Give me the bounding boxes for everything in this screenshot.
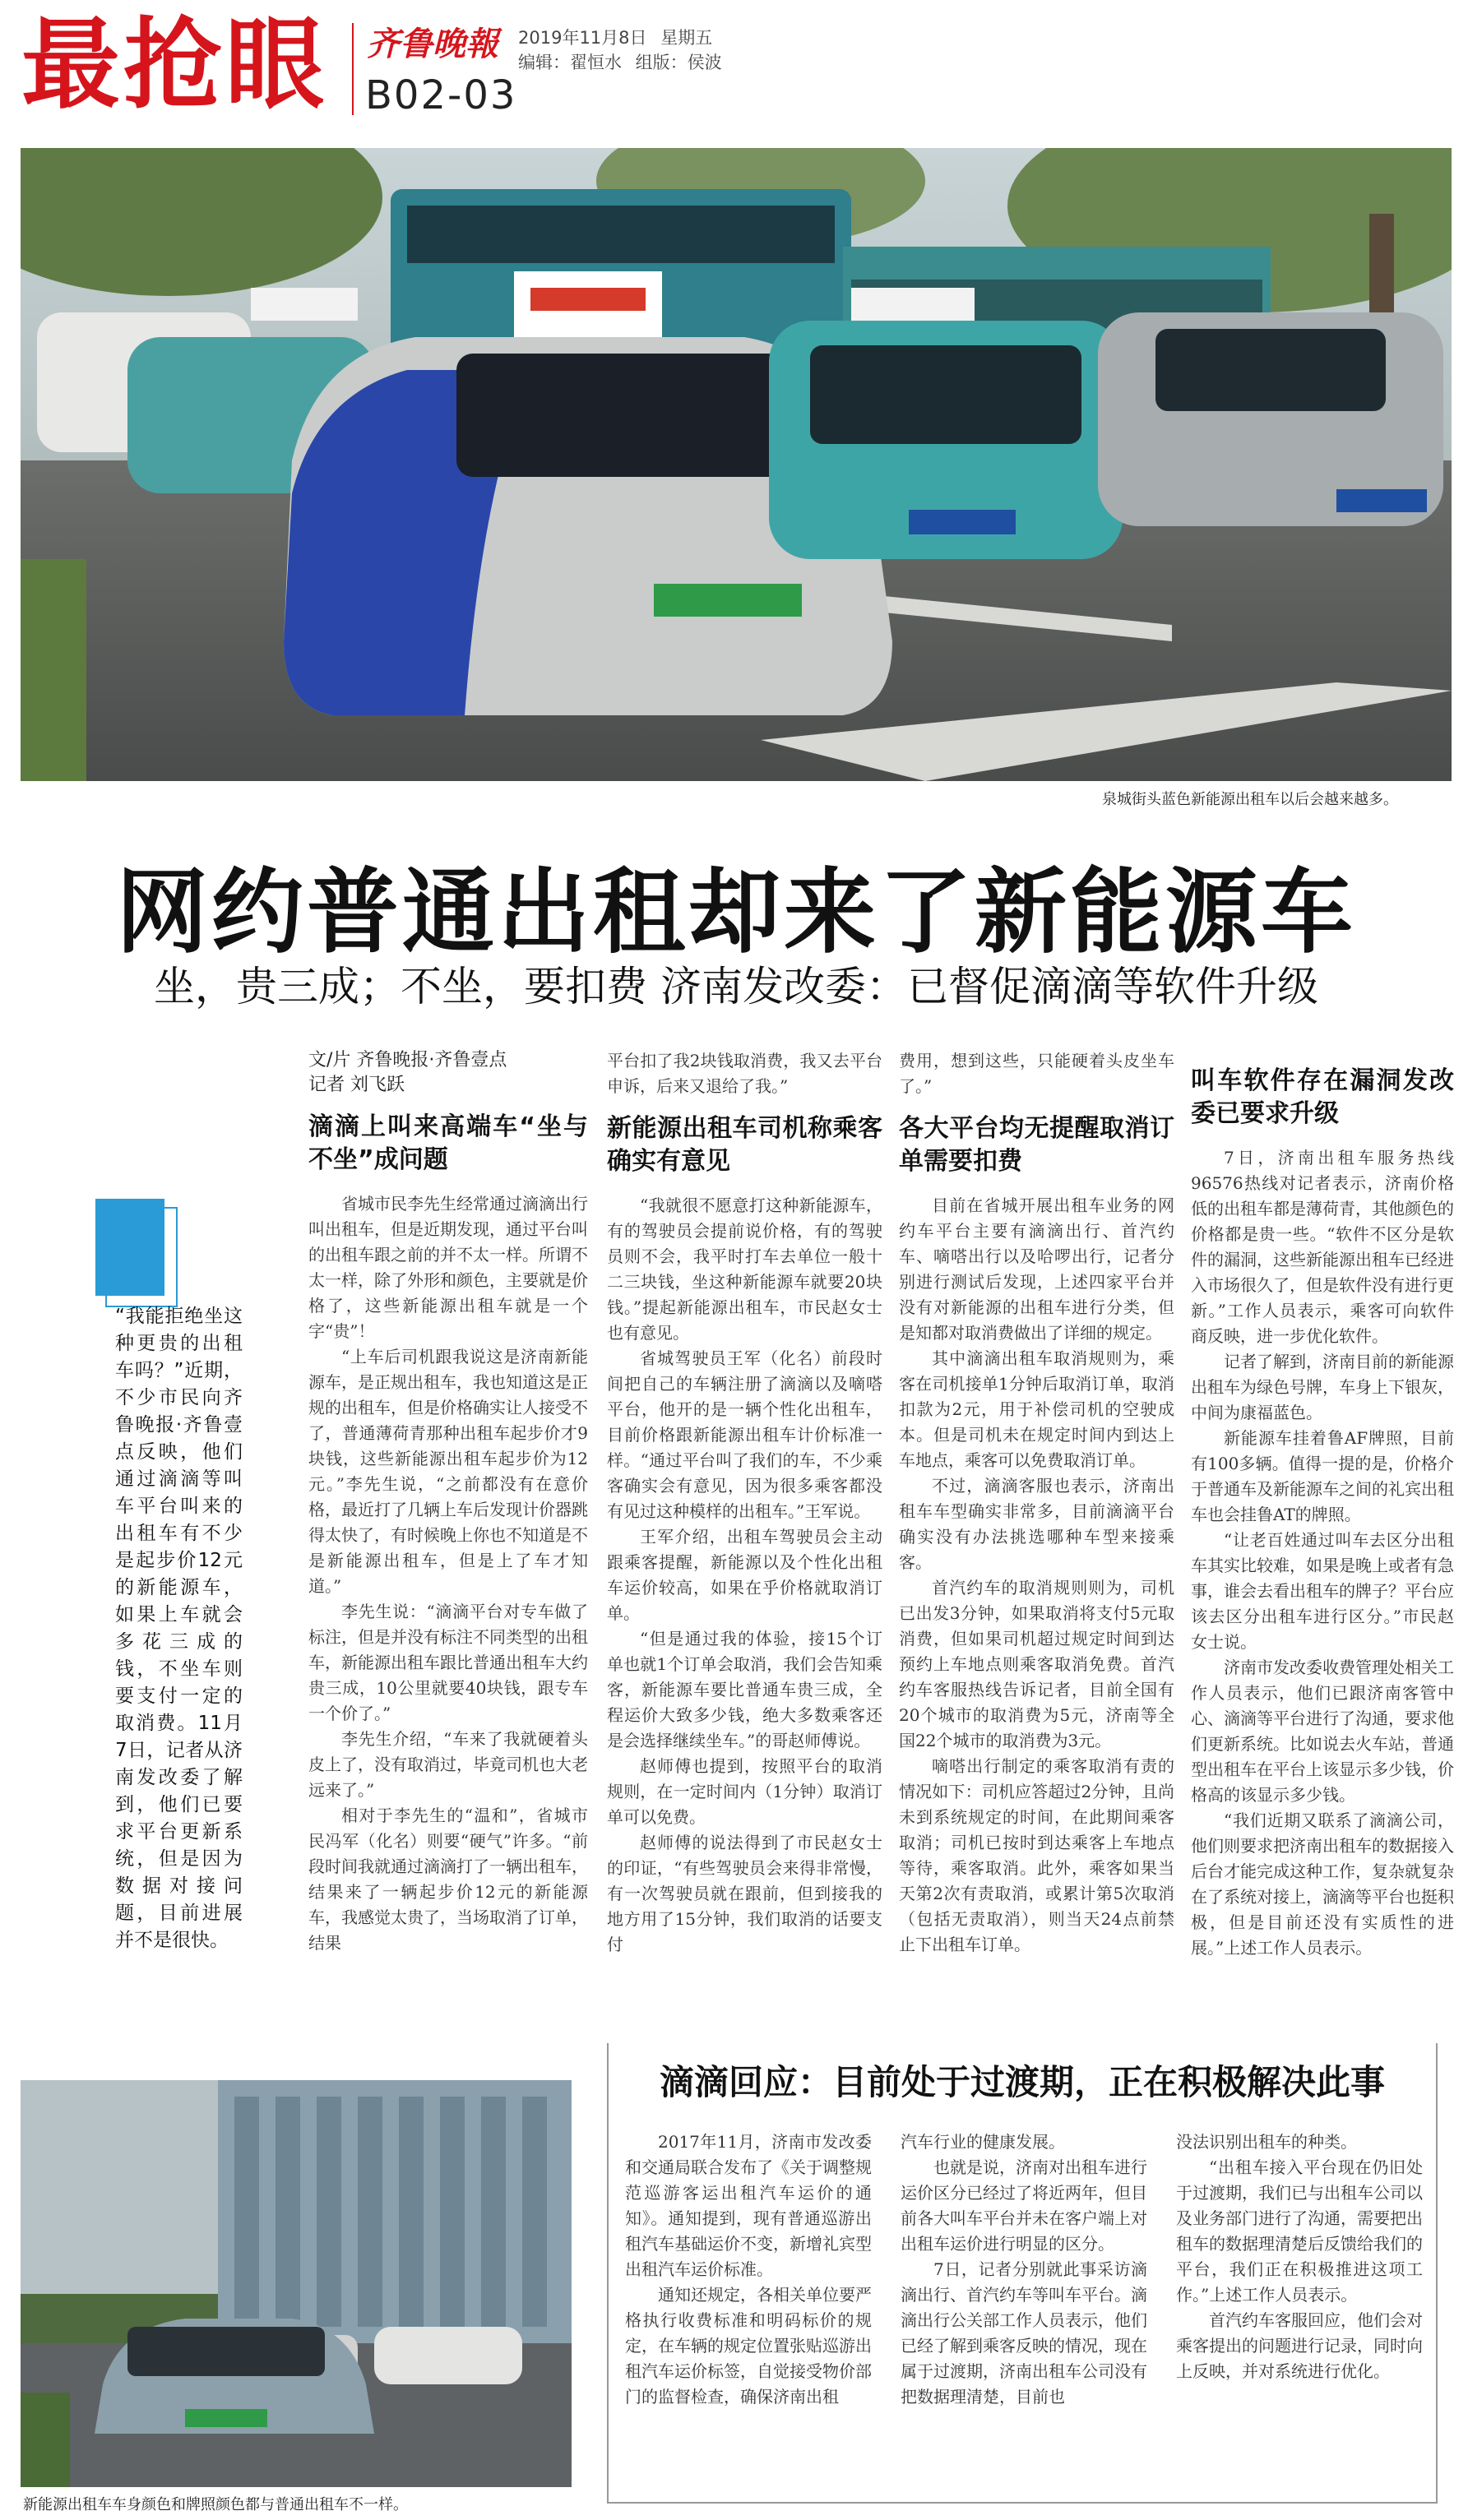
section-heading: 滴滴上叫来高端车“坐与不坐”成问题 <box>308 1112 588 1174</box>
paragraph: “出租车接入平台现在仍旧处于过渡期，我们已与出租车公司以及业务部门进行了沟通，需要把出租车的数据理清楚后反馈给我们的平台，我们正在积极推进这项工作。”上述工作人员表示。 <box>1176 2157 1423 2305</box>
editor-line: 编辑：翟恒水 组版：侯波 <box>518 53 722 72</box>
paragraph: 李先生说：“滴滴平台对专车做了标注，但是并没有标注不同类型的出租车，新能源出租车跟比普通出租车大约贵三成，10公里就要40块钱，跟专车一个价了。” <box>308 1602 588 1723</box>
paragraph: 首汽约车的取消规则则为，司机已出发3分钟，如果取消将支付5元取消费，但如果司机超过规定时间到达预约上车地点则乘客取消免费。首汽约车客服热线告诉记者，目前全国有20个城市的取消费为5元，济南等全国22个城市的取消费为3元。 <box>899 1578 1174 1750</box>
masthead <box>15 8 1454 123</box>
bottom-photo <box>21 2080 572 2487</box>
paragraph: 省城驾驶员王军（化名）前段时间把自己的车辆注册了滴滴以及嘀嗒平台，他开的是一辆个性化出租车，目前价格跟新能源出租车计价标准一样。“通过平台叫了我们的车，不少乘客确实会有意见，因为很多乘客都没有见过这种模样的出租车。”王军说。 <box>607 1348 882 1521</box>
paragraph: 王军介绍，出租车驾驶员会主动跟乘客提醒，新能源以及个性化出租车运价较高，如果在乎价格就取消订单。 <box>607 1527 882 1623</box>
paragraph: 其中滴滴出租车取消规则为，乘客在司机接单1分钟后取消订单，取消扣款为2元，用于补偿司机的空驶成本。但是司机未在规定时间内到达上车地点，乘客可以免费取消订单。 <box>899 1348 1174 1470</box>
article-column-2 <box>607 1048 882 1958</box>
paragraph: “我就很不愿意打这种新能源车，有的驾驶员会提前说价格，有的驾驶员则不会，我平时打车去单位一般十二三块钱，坐这种新能源车就要20块钱。”提起新能源出租车，市民赵女士也有意见。 <box>607 1195 882 1343</box>
paper-logo: 齐鲁晚報 <box>367 25 498 63</box>
paragraph: 目前在省城开展出租车业务的网约车平台主要有滴滴出行、首汽约车、嘀嗒出行以及哈啰出行，记者分别进行测试后发现，上述四家平台并没有对新能源的出租车进行分类，但是知都对取消费做出了详细的规定。 <box>899 1195 1174 1343</box>
paragraph: 赵师傅也提到，按照平台的取消规则，在一定时间内（1分钟）取消订单可以免费。 <box>607 1756 882 1827</box>
reply-column-1 <box>625 2129 872 2410</box>
date-line: 2019年11月8日 星期五 <box>518 28 713 48</box>
quote-icon <box>95 1199 164 1296</box>
paragraph: 汽车行业的健康发展。 <box>901 2132 1065 2152</box>
section-title: 最抢眼 <box>21 8 327 123</box>
paragraph: 2017年11月，济南市发改委和交通局联合发布了《关于调整规范巡游客运出租汽车运价的通知》。通知提到，现有普通巡游出租汽车基础运价不变，新增礼宾型出租汽车运价标准。 <box>625 2132 872 2279</box>
top-photo <box>21 148 1452 781</box>
pull-quote: “我能拒绝坐这种更贵的出租车吗？”近期，不少市民向齐鲁晚报·齐鲁壹点反映，他们通过滴滴等叫车平台叫来的出租车有不少是起步价12元的新能源车，如果上车就会多花三成的钱，不坐车则要支付一定的取消费。11月7日，记者从济南发改委了解到，他们已要求平台更新系统，但是因为数据对接问题，目前进展并不是很快。 <box>115 1306 243 1951</box>
paragraph: 李先生介绍，“车来了我就硬着头皮上了，没有取消过，毕竟司机也大老远来了。” <box>308 1729 588 1800</box>
paragraph: 嘀嗒出行制定的乘客取消有责的情况如下：司机应答超过2分钟，且尚未到系统规定的时间，在此期间乘客取消；司机已按时到达乘客上车地点等待，乘客取消。此外，乘客如果当天第2次有责取消，或累计第5次取消（包括无责取消），则当天24点前禁止下出租车订单。 <box>899 1756 1174 1954</box>
paragraph: “上车后司机跟我说这是济南新能源车，是正规出租车，我也知道这是正规的出租车，但是价格确实让人接受不了，普通薄荷青那种出租车起步价才9块钱，这些新能源出租车起步价为12元。”李先生说，“之前都没有在意价格，最近打了几辆上车后发现计价器跳得太快了，有时候晚上你也不知道是不是新能源出租车，但是上了车才知道。” <box>308 1347 588 1596</box>
section-heading: 各大平台均无提醒取消订单需要扣费 <box>899 1114 1174 1176</box>
reply-column-2 <box>901 2129 1147 2410</box>
paragraph: 通知还规定，各相关单位要严格执行收费标准和明码标价的规定，在车辆的规定位置张贴巡游出租汽车运价标签，自觉接受物价部门的监督检查，确保济南出租 <box>625 2285 872 2407</box>
paragraph: 不过，滴滴客服也表示，济南出租车车型确实非常多，目前滴滴平台确实没有办法挑选哪种车型来接乘客。 <box>899 1476 1174 1572</box>
paragraph: 没法识别出租车的种类。 <box>1176 2132 1357 2152</box>
byline-2: 记者 刘飞跃 <box>308 1075 405 1095</box>
headline: 网约普通出租却来了新能源车 <box>116 859 1356 966</box>
paragraph: 赵师傅的说法得到了市民赵女士的印证，“有些驾驶员会来得非常慢，有一次驾驶员就在跟前，但到接我的地方用了15分钟，我们取消的话要支付 <box>607 1833 882 1954</box>
paragraph: 7日，记者分别就此事采访滴滴出行、首汽约车等叫车平台。滴滴出行公关部工作人员表示，他们已经了解到乘客反映的情况，现在属于过渡期，济南出租车公司没有把数据理清楚，目前也 <box>901 2259 1147 2407</box>
paragraph: “但是通过我的体验，接15个订单也就1个订单会取消，我们会告知乘客，新能源车要比普通车贵三成，全程运价大致多少钱，绝大多数乘客还是会选择继续坐车。”的哥赵师傅说。 <box>607 1629 882 1750</box>
paragraph: “我们近期又联系了滴滴公司，他们则要求把济南出租车的数据接入后台才能完成这种工作，复杂就复杂在了系统对接上，滴滴等平台也挺积极，但是目前还没有实质性的进展。”上述工作人员表示。 <box>1191 1810 1454 1958</box>
section-heading: 新能源出租车司机称乘客确实有意见 <box>607 1114 882 1176</box>
byline-1: 文/片 齐鲁晚报·齐鲁壹点 <box>308 1050 507 1070</box>
article-column-3 <box>899 1048 1174 1958</box>
article-column-4 <box>1191 1065 1454 1961</box>
paragraph: 也就是说，济南对出租车进行运价区分已经过了将近两年，但目前各大叫车平台并未在客户端上对出租车运价进行明显的区分。 <box>901 2157 1147 2254</box>
reply-box-title: 滴滴回应：目前处于过渡期，正在积极解决此事 <box>659 2062 1385 2102</box>
page-code: B02-03 <box>365 72 517 118</box>
paragraph: “让老百姓通过叫车去区分出租车其实比较难，如果是晚上或者有急事，谁会去看出租车的牌子？平台应该去区分出租车进行区分。”市民赵女士说。 <box>1191 1530 1454 1652</box>
masthead-divider <box>352 23 354 115</box>
top-photo-caption: 泉城街头蓝色新能源出租车以后会越来越多。 <box>1102 791 1398 808</box>
paragraph: 济南市发改委收费管理处相关工作人员表示，他们已跟济南客管中心、滴滴等平台进行了沟通，要求他们更新系统。比如说去火车站，普通型出租车在平台上该显示多少钱，价格高的该显示多少钱。 <box>1191 1658 1454 1805</box>
paragraph: 记者了解到，济南目前的新能源出租车为绿色号牌，车身上下银灰，中间为康福蓝色。 <box>1191 1352 1454 1422</box>
paragraph: 首汽约车客服回应，他们会对乘客提出的问题进行记录，同时向上反映，并对系统进行优化。 <box>1176 2310 1423 2381</box>
paragraph: 相对于李先生的“温和”，省城市民冯军（化名）则要“硬气”许多。“前段时间我就通过滴滴打了一辆出租车，结果来了一辆起步价12元的新能源车，我感觉太贵了，当场取消了订单，结果 <box>308 1806 588 1953</box>
subheadline: 坐，贵三成；不坐，要扣费 济南发改委：已督促滴滴等软件升级 <box>154 963 1318 1010</box>
paragraph: 费用，想到这些，只能硬着头皮坐车了。” <box>899 1051 1174 1096</box>
bottom-photo-caption: 新能源出租车车身颜色和牌照颜色都与普通出租车不一样。 <box>23 2496 408 2513</box>
paragraph: 新能源车挂着鲁AF牌照，目前有100多辆。值得一提的是，价格介于普通车及新能源车之间的礼宾出租车也会挂鲁AT的牌照。 <box>1191 1428 1454 1524</box>
paragraph: 平台扣了我2块钱取消费，我又去平台申诉，后来又退给了我。” <box>607 1051 882 1096</box>
article-column-1 <box>308 1048 588 1956</box>
section-heading: 叫车软件存在漏洞发改委已要求升级 <box>1191 1066 1454 1128</box>
reply-column-3 <box>1176 2129 1423 2384</box>
paragraph: 7日，济南出租车服务热线96576热线对记者表示，济南价格低的出租车都是薄荷青，其他颜色的价格都是贵一些。“软件不区分是软件的漏洞，这些新能源出租车已经进入市场很久了，但是软件没有进行更新。”工作人员表示，乘客可向软件商反映，进一步优化软件。 <box>1191 1148 1454 1346</box>
paragraph: 省城市民李先生经常通过滴滴出行叫出租车，但是近期发现，通过平台叫的出租车跟之前的并不太一样。所谓不太一样，除了外形和颜色，主要就是价格了，这些新能源出租车就是一个字“贵”！ <box>308 1194 588 1341</box>
